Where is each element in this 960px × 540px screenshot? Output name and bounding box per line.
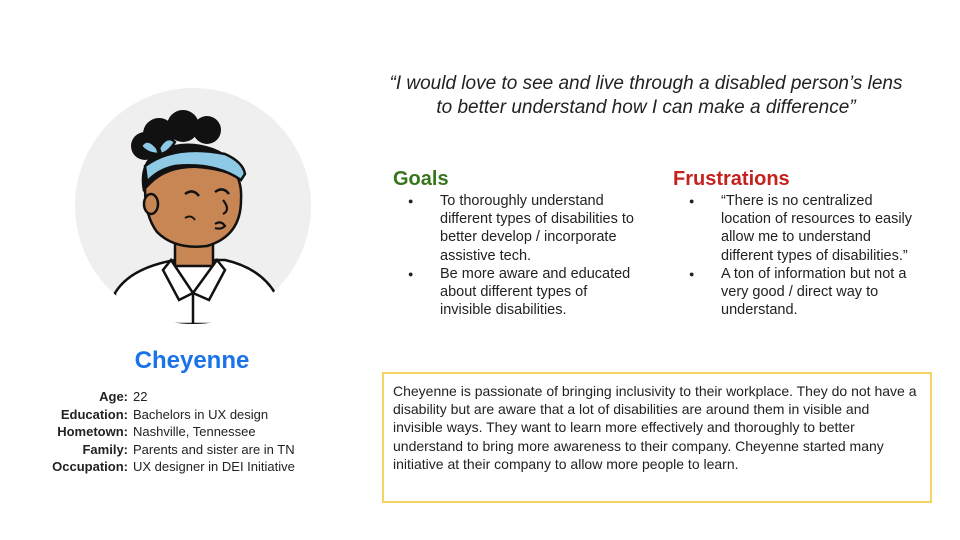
persona-avatar [75,88,311,324]
persona-quote: “I would love to see and live through a disabled person’s lens to better understand how I can make a difference” [389,73,903,118]
frustration-item: ● “There is no centralized location of resources to easily allow me to understand different types of disabilities.” [683,192,923,265]
detail-row-family [20,441,340,459]
goal-item: ● To thoroughly understand different types of disabilities to better develop / incorporate assistive tech. [402,192,642,265]
detail-row-occupation [20,458,340,476]
goals-list [402,192,642,319]
detail-label: Family: [82,441,128,457]
persona-bio: Cheyenne is passionate of bringing inclusivity to their workplace. They do not have a disability but are aware that a lot of disabilities are around them in visible and invisible ways. They want to learn more effectively and thoroughly to better understand to bring more awareness to their company. Cheyenne started many initiative at their company to allow more people to learn. [382,372,932,503]
goal-item: ● Be more aware and educated about different types of invisible disabilities. [402,265,642,320]
persona-illustration [75,88,311,324]
frustrations-title: Frustrations [673,168,790,190]
detail-label: Hometown: [57,424,128,439]
frustration-item: ● A ton of information but not a very good / direct way to understand. [683,265,923,320]
detail-row-age [20,388,340,406]
detail-value: Nashville, Tennessee [133,424,256,439]
detail-row-hometown [20,423,340,441]
goals-title: Goals [393,168,449,190]
detail-label: Age: [99,389,128,404]
detail-value: Parents and sister are in TN [133,441,295,457]
detail-row-education [20,406,340,424]
persona-details [20,388,340,476]
frustrations-list [683,192,923,319]
persona-name: Cheyenne [134,347,250,374]
detail-value: UX designer in DEI Initiative [133,459,295,474]
detail-label: Education: [60,406,128,422]
detail-label: Occupation: [52,459,128,474]
detail-value: Bachelors in UX design [133,406,269,422]
detail-value: 22 [133,389,148,404]
